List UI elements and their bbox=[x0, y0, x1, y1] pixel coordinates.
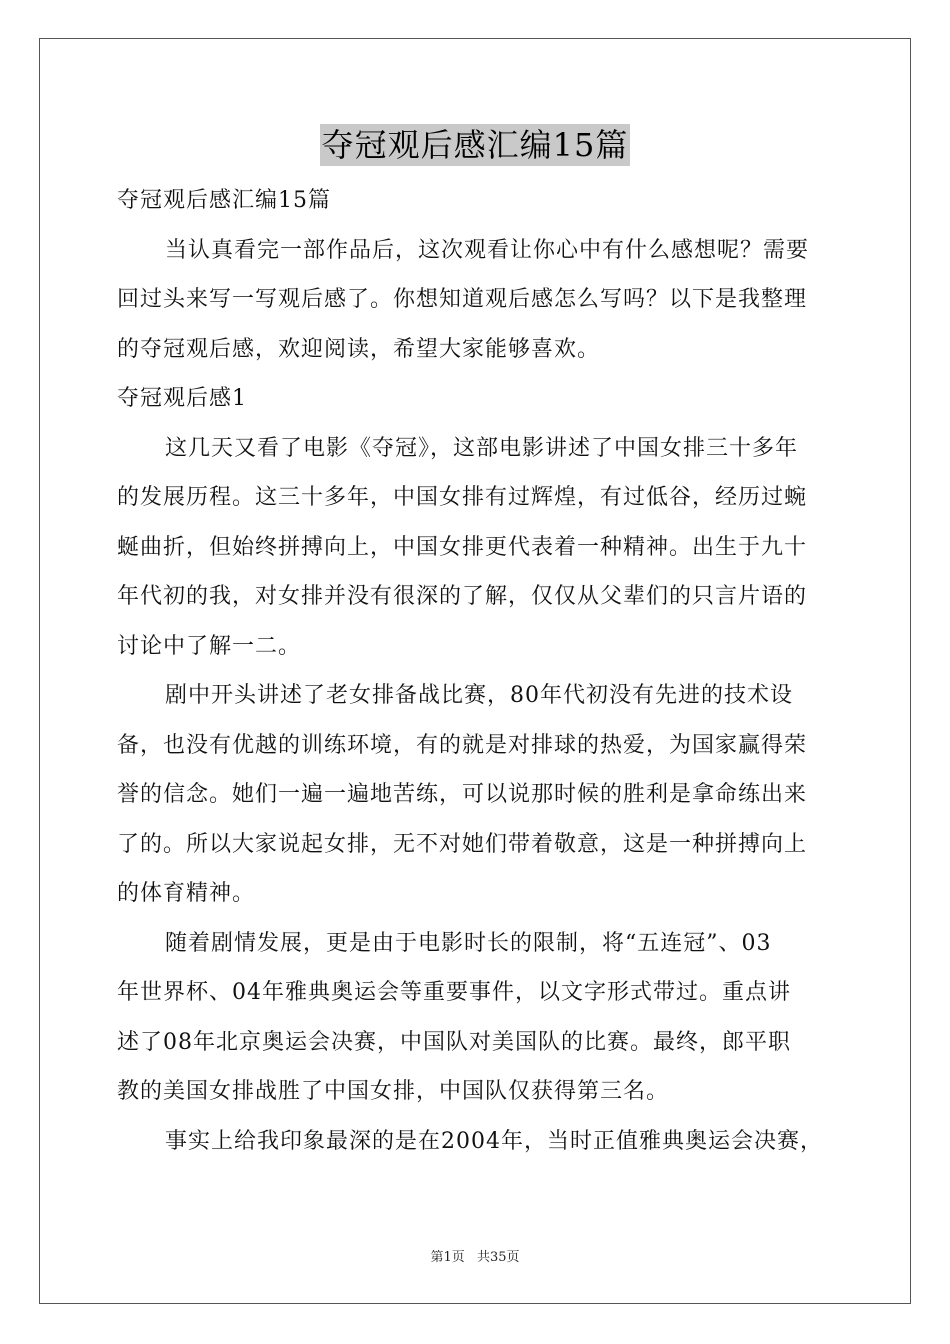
page-total: 共35页 bbox=[476, 1250, 520, 1265]
text-line: 蜒曲折，但始终拼搏向上，中国女排更代表着一种精神。出生于九十 bbox=[117, 534, 808, 560]
document-title: 夺冠观后感汇编15篇 bbox=[321, 126, 629, 164]
text-line: 述了08年北京奥运会决赛，中国队对美国队的比赛。最终，郎平职 bbox=[117, 1029, 791, 1055]
text-line: 教的美国女排战胜了中国女排，中国队仅获得第三名。 bbox=[117, 1079, 670, 1104]
text-line: 夺冠观后感1 bbox=[117, 386, 247, 411]
text-line: 年世界杯、04年雅典奥运会等重要事件，以文字形式带过。重点讲 bbox=[117, 980, 791, 1005]
title-area bbox=[0, 124, 950, 166]
text-line: 年代初的我，对女排并没有很深的了解，仅仅从父辈们的只言片语的 bbox=[117, 584, 808, 609]
text-line: 剧中开头讲述了老女排备战比赛，80年代初没有先进的技术设 bbox=[165, 683, 793, 708]
page-footer bbox=[0, 1246, 950, 1265]
text-line: 备，也没有优越的训练环境，有的就是对排球的热爱，为国家赢得荣 bbox=[117, 732, 808, 758]
text-line: 这几天又看了电影《夺冠》，这部电影讲述了中国女排三十多年 bbox=[165, 435, 799, 461]
text-line: 事实上给我印象最深的是在2004年，当时正值雅典奥运会决赛， bbox=[165, 1128, 823, 1154]
text-line: 了的。所以大家说起女排，无不对她们带着敬意，这是一种拼搏向上 bbox=[117, 831, 808, 857]
text-line: 誉的信念。她们一遍一遍地苦练，可以说那时候的胜利是拿命练出来 bbox=[117, 782, 808, 807]
text-line: 的体育精神。 bbox=[117, 881, 256, 906]
document-body bbox=[117, 176, 837, 1166]
text-line: 讨论中了解一二。 bbox=[117, 633, 302, 659]
text-line: 的发展历程。这三十多年，中国女排有过辉煌，有过低谷，经历过蜿 bbox=[117, 485, 808, 510]
text-line: 回过头来写一写观后感了。你想知道观后感怎么写吗？以下是我整理 bbox=[117, 287, 808, 312]
text-line: 的夺冠观后感，欢迎阅读，希望大家能够喜欢。 bbox=[117, 336, 601, 362]
text-line: 当认真看完一部作品后，这次观看让你心中有什么感想呢？需要 bbox=[165, 237, 810, 263]
page-number: 第1页 bbox=[430, 1250, 465, 1265]
text-line: 夺冠观后感汇编15篇 bbox=[117, 188, 331, 213]
text-line: 随着剧情发展，更是由于电影时长的限制，将“五连冠”、03 bbox=[165, 930, 772, 956]
